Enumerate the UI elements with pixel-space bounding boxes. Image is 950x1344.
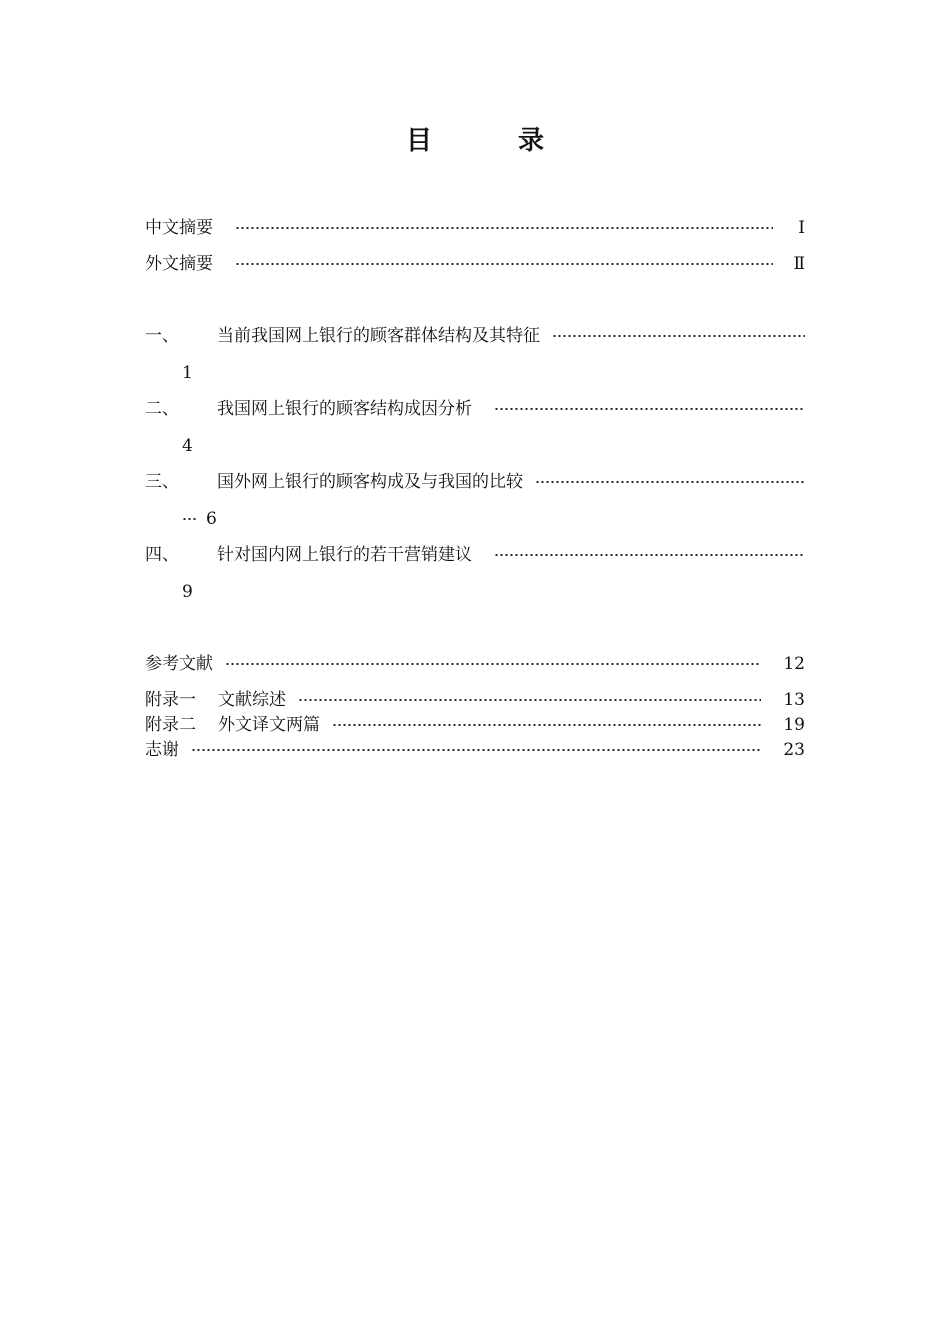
toc-entry-label: 当前我国网上银行的顾客群体结构及其特征	[217, 326, 540, 346]
toc-entry-chapter-1[interactable]	[145, 323, 805, 349]
toc-entry-label: 针对国内网上银行的若干营销建议	[217, 545, 472, 565]
toc-entry-chapter-4[interactable]	[145, 542, 805, 568]
toc-entry-label: 志谢	[145, 740, 179, 760]
toc-entry-sublabel: 文献综述	[218, 690, 286, 710]
toc-entry-sublabel: 外文译文两篇	[218, 715, 320, 735]
dot-leader	[552, 335, 805, 337]
toc-chapter-number: 二、	[145, 399, 179, 419]
toc-page-number: 9	[182, 582, 193, 602]
toc-page-number: 6	[206, 509, 217, 529]
toc-entry-chapter-4-page	[182, 579, 193, 605]
toc-entry-chinese-abstract[interactable]	[145, 215, 805, 241]
dot-leader	[332, 724, 761, 726]
toc-entry-appendix-1[interactable]	[145, 687, 805, 713]
toc-entry-chapter-1-page	[182, 360, 193, 386]
toc-page-number: 12	[783, 654, 805, 674]
toc-chapter-number: 四、	[145, 545, 179, 565]
dot-leader	[235, 263, 773, 265]
dot-leader	[191, 749, 761, 751]
toc-entry-appendix-2[interactable]	[145, 712, 805, 738]
toc-entry-chapter-3[interactable]	[145, 469, 805, 495]
toc-entry-label: 外文摘要	[145, 254, 213, 274]
dot-leader	[535, 481, 805, 483]
toc-entry-acknowledgements[interactable]	[145, 737, 805, 763]
toc-entry-chapter-2[interactable]	[145, 396, 805, 422]
toc-page-number: 13	[783, 690, 805, 710]
toc-entry-chapter-3-page	[182, 506, 217, 532]
dot-leader	[182, 518, 198, 520]
dot-leader	[298, 699, 761, 701]
dot-leader	[225, 663, 761, 665]
toc-page-number: 23	[783, 740, 805, 760]
toc-entry-label: 中文摘要	[145, 218, 213, 238]
toc-entry-label: 国外网上银行的顾客构成及与我国的比较	[217, 472, 523, 492]
toc-entry-foreign-abstract[interactable]	[145, 251, 805, 277]
dot-leader	[235, 227, 773, 229]
toc-title: 目 录	[405, 126, 574, 156]
toc-chapter-number: 三、	[145, 472, 179, 492]
toc-entry-references[interactable]	[145, 651, 805, 677]
toc-page-number: Ⅱ	[793, 254, 805, 274]
toc-entry-label: 附录一	[145, 690, 196, 710]
toc-chapter-number: 一、	[145, 326, 179, 346]
toc-page-number: 1	[182, 363, 193, 383]
dot-leader	[494, 408, 805, 410]
dot-leader	[494, 554, 805, 556]
toc-entry-label: 参考文献	[145, 654, 213, 674]
toc-entry-label: 附录二	[145, 715, 196, 735]
toc-entry-chapter-2-page	[182, 433, 193, 459]
toc-page-number: 4	[182, 436, 193, 456]
toc-entry-label: 我国网上银行的顾客结构成因分析	[217, 399, 472, 419]
toc-page-number: Ⅰ	[798, 218, 805, 238]
toc-page-number: 19	[783, 715, 805, 735]
